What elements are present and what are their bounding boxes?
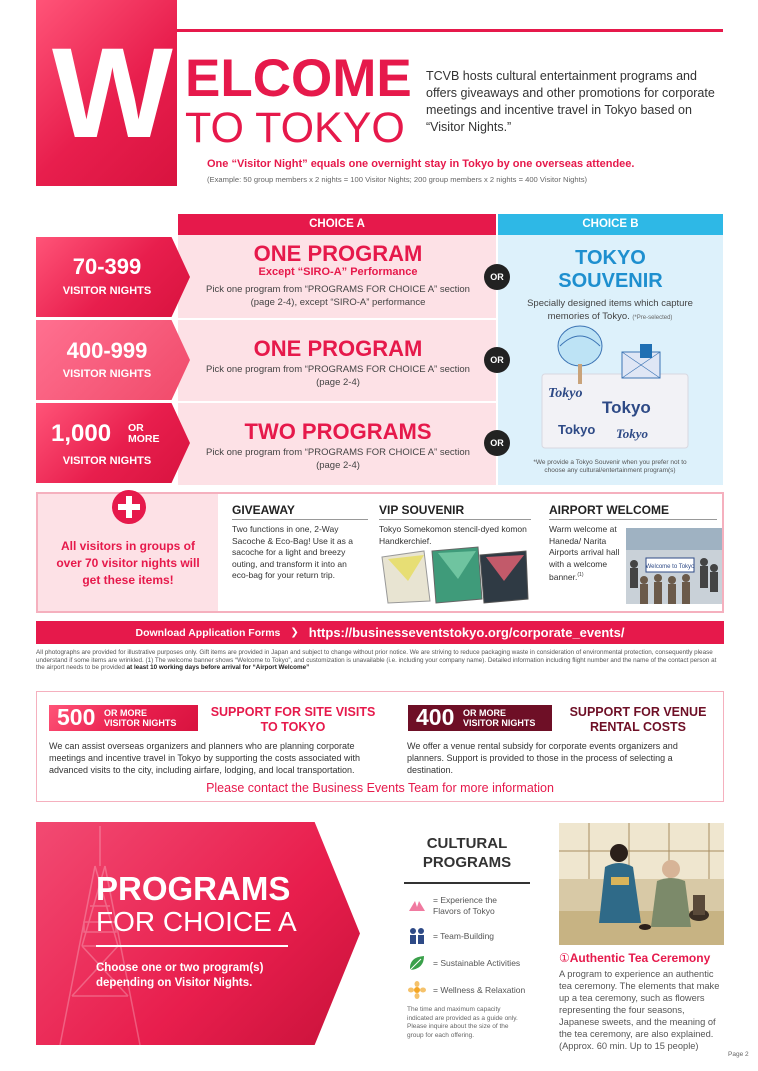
- download-bar[interactable]: [36, 621, 724, 644]
- welcome-title: ELCOME: [185, 49, 412, 108]
- tea-title: ①Authentic Tea Ceremony: [559, 951, 711, 965]
- chevron-right-icon: ❯: [290, 627, 299, 638]
- choice-b-header: CHOICE B: [498, 214, 723, 235]
- tea-desc: A program to experience an authentic tea ceremony. The elements that make up a tea ceremony, such as flowers representing the four seasons, Japanese sweets, and the meaning of the tea ceremony, are also explained. (Approx. 60 min. Up to 15 people): [559, 969, 720, 1051]
- cultural-title: CULTURAL PROGRAMS: [422, 835, 512, 871]
- legend-item-flavors: [407, 895, 527, 916]
- program-desc-1: Pick one program from “PROGRAMS FOR CHOICE A” section (page 2-4), except “SIRO-A” performance: [206, 284, 470, 308]
- all-visitors-text: All visitors in groups of over 70 visitor nights will get these items!: [56, 539, 200, 587]
- programs-desc: Choose one or two program(s) depending on Visitor Nights.: [96, 962, 264, 989]
- contact-text[interactable]: Please contact the Business Events Team for more information: [206, 781, 554, 795]
- airport-photo: [626, 528, 722, 604]
- handkerchief-image: [380, 545, 530, 605]
- or-badge-1: OR: [484, 264, 510, 290]
- souvenir-tokyo-4: Tokyo: [616, 426, 649, 441]
- souvenir-tokyo-3: Tokyo: [558, 422, 596, 437]
- disclaimer: All photographs are provided for illustrative purposes only. Gift items are provided in Japan and subject to change without prior notice. We are striving to reduce packaging waste in consideration of environmental protection, consequently please understand if some items are wrinkled. (1) The welcome banner shows “Welcome to Tokyo”, and customization is unavailable (i.e. including your company name). Detailed information including flight number and the name of the contact person at the airport needs to be provided at least 10 working days before arrival for “Airport Welcome”: [36, 649, 717, 672]
- tier-range-1: 70-399: [72, 254, 142, 279]
- or-badge-3: OR: [484, 430, 510, 456]
- souvenir-tokyo-1: Tokyo: [548, 386, 583, 401]
- tea-number: ①: [559, 951, 570, 965]
- giveaway-title: GIVEAWAY: [232, 503, 295, 517]
- header-top-line: [177, 29, 723, 32]
- program-subtitle-1: Except “SIRO-A” Performance: [258, 266, 418, 278]
- plus-icon: [111, 489, 147, 525]
- choice-a-header: CHOICE A: [178, 214, 496, 235]
- program-desc-3: Pick one program from “PROGRAMS FOR CHOICE A” section (page 2-4): [206, 447, 470, 471]
- tier-unit-1: VISITOR NIGHTS: [62, 285, 152, 297]
- choice-a-divider-2: [36, 401, 496, 403]
- souvenir-desc: Specially designed items which capture memories of Tokyo. (*Pre-selected): [527, 298, 693, 322]
- souvenir-title-2: SOUVENIR: [558, 270, 663, 292]
- program-title-3: TWO PROGRAMS: [244, 419, 432, 444]
- tier-unit-2: VISITOR NIGHTS: [62, 368, 152, 380]
- or-badge-2: OR: [484, 347, 510, 373]
- download-url[interactable]: https://businesseventstokyo.org/corporate_events/: [308, 625, 625, 640]
- download-label: Download Application Forms: [135, 626, 281, 639]
- legend-label-sustainable: = Sustainable Activities: [433, 958, 521, 968]
- legend-item-sustainable: [407, 954, 533, 972]
- souvenir-preselected: (*Pre-selected): [632, 315, 673, 321]
- giveaway-desc: Two functions in one, 2-Way Sacoche & Eco-Bag! Use it as a sacoche for a light and breezy outing, and transform it into an eco-bag for your return trip.: [232, 524, 353, 580]
- choice-a-divider-1: [36, 318, 496, 320]
- programs-divider: [96, 945, 288, 947]
- airport-banner-text: Welcome to Tokyo: [645, 564, 695, 570]
- visitor-night-definition: One “Visitor Night” equals one overnight stay in Tokyo by one overseas attendee.: [207, 158, 635, 170]
- souvenir-tokyo-2: Tokyo: [602, 398, 651, 417]
- tenugui-cloth: [622, 344, 660, 378]
- venue-num: 400: [416, 704, 455, 730]
- souvenir-note: *We provide a Tokyo Souvenir when you prefer not to choose any cultural/entertainment program(s): [533, 459, 687, 474]
- tier-range-2: 400-999: [66, 338, 148, 363]
- site-visit-title: SUPPORT FOR SITE VISITS TO TOKYO: [210, 705, 376, 734]
- visitor-night-example: (Example: 50 group members x 2 nights = 100 Visitor Nights; 200 group members x 2 nights = 400 Visitor Nights): [207, 175, 588, 184]
- airport-underline: [549, 519, 717, 520]
- tea-ceremony-photo: [559, 823, 724, 945]
- disclaimer-bold: at least 10 working days before arrival for “Airport Welcome”: [126, 664, 310, 672]
- airport-title: AIRPORT WELCOME: [549, 503, 669, 517]
- team-icon: [407, 927, 427, 945]
- site-visit-num: 500: [57, 704, 96, 730]
- legend-label-team: = Team-Building: [433, 931, 495, 941]
- programs-title-2: FOR CHOICE A: [96, 906, 297, 937]
- vip-underline: [379, 519, 531, 520]
- giveaway-underline: [232, 519, 368, 520]
- site-visit-desc: We can assist overseas organizers and planners who are planning corporate meetings and incentive travel in Tokyo by supporting the costs associated with advanced visits to the city, including airfare, lodging, and local transportation.: [49, 741, 361, 775]
- airport-note: (1): [577, 572, 584, 578]
- legend-item-wellness: [407, 981, 533, 999]
- tier-unit-3: VISITOR NIGHTS: [62, 455, 152, 467]
- cultural-note: The time and maximum capacity indicated are provided as a guide only. Please inquire about the size of the group for each offering.: [407, 1006, 518, 1039]
- legend-item-team: [407, 927, 527, 945]
- tier-or-more-3: OR MORE: [128, 422, 160, 445]
- vip-title: VIP SOUVENIR: [379, 503, 465, 517]
- to-tokyo-title: TO TOKYO: [185, 104, 405, 152]
- legend-label-flavors: = Experience the Flavors of Tokyo: [433, 895, 498, 916]
- programs-title-1: PROGRAMS: [96, 870, 291, 907]
- venue-or-more: OR MORE: [463, 708, 507, 718]
- legend-label-wellness: = Wellness & Relaxation: [433, 985, 526, 995]
- page-number: Page 2: [728, 1051, 749, 1058]
- venue-title: SUPPORT FOR VENUE RENTAL COSTS: [569, 705, 707, 734]
- lotus-icon: [407, 981, 427, 999]
- airport-desc: Warm welcome at Haneda/ Narita Airports arrival hall with a welcome banner.$^{(1)}$: [549, 524, 620, 582]
- program-title-1: ONE PROGRAM: [253, 241, 423, 266]
- program-desc-2: Pick one program from “PROGRAMS FOR CHOICE A” section (page 2-4): [206, 364, 470, 388]
- w-letter: W: [52, 22, 167, 165]
- crane-icon: [407, 897, 427, 915]
- tier-range-3: 1,000: [51, 420, 112, 447]
- intro-text: TCVB hosts cultural entertainment programs and offers giveaways and other promotions for corporate meetings and incentive travel in Tokyo based on “Visitor Nights.”: [426, 69, 715, 134]
- souvenir-title-1: TOKYO: [575, 247, 646, 269]
- cultural-underline: [404, 882, 530, 884]
- vip-desc: Tokyo Somekomon stencil-dyed komon Handkerchief.: [379, 524, 527, 546]
- souvenir-image: [540, 322, 690, 452]
- site-visit-or-more: OR MORE: [104, 708, 148, 718]
- program-title-2: ONE PROGRAM: [253, 336, 423, 361]
- site-visit-unit: VISITOR NIGHTS: [104, 718, 177, 728]
- venue-desc: We offer a venue rental subsidy for corporate events organizers and planners. Support is provided to those in the process of selecting a destination.: [407, 741, 678, 775]
- leaf-icon: [407, 954, 427, 972]
- venue-unit: VISITOR NIGHTS: [463, 718, 536, 728]
